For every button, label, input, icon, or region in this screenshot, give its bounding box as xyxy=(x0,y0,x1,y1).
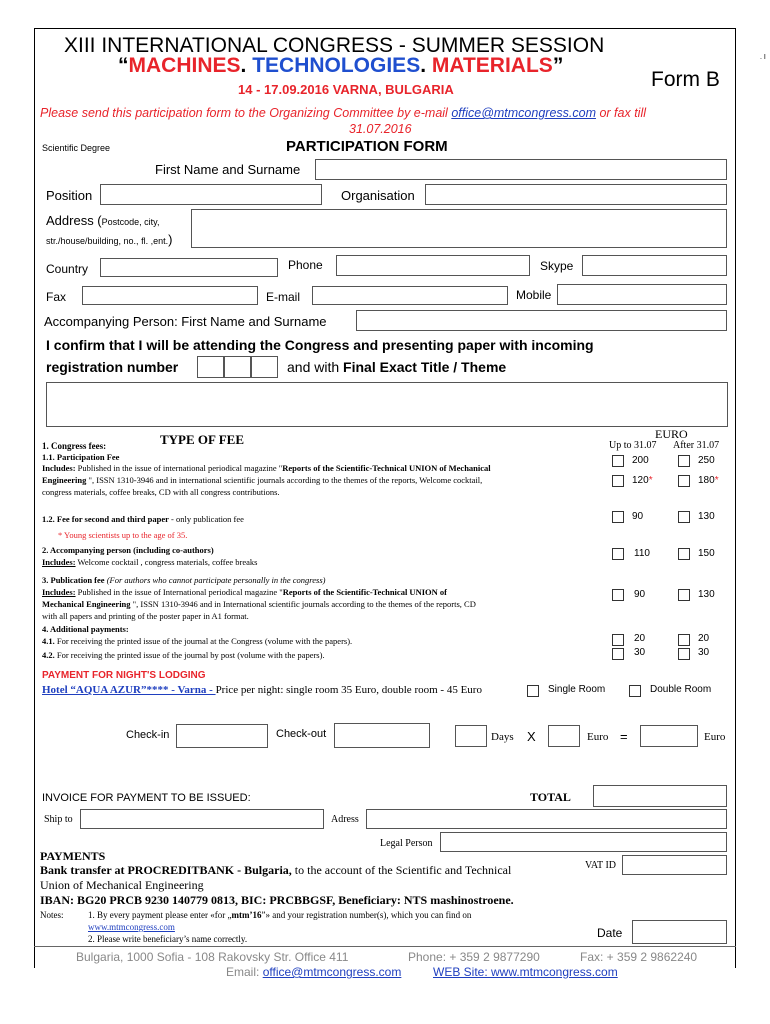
journal-by-post xyxy=(42,650,325,660)
fee-120-checkbox[interactable] xyxy=(612,475,624,487)
country-label: Country xyxy=(46,262,89,276)
participation-includes-line1 xyxy=(42,463,491,473)
fee-150: 150 xyxy=(698,548,715,559)
fee-180-value: 180 xyxy=(698,475,715,486)
footer-divider xyxy=(34,946,736,947)
note-1-text-end: ”» and your registration number(s), which you can find on xyxy=(261,910,472,920)
journal-at-congress-text: For receiving the printed issue of the journal at the Congress (volume with the papers). xyxy=(54,636,353,646)
note-1-code: mtm’16 xyxy=(231,910,262,920)
footer-website-link[interactable]: WEB Site: www.mtmcongress.com xyxy=(433,965,618,979)
euro-label: Euro xyxy=(587,731,609,743)
legal-person-label: Legal Person xyxy=(380,838,433,849)
additional-payments-heading: 4. Additional payments: xyxy=(42,624,129,634)
publication-fee-90-checkbox[interactable] xyxy=(612,589,624,601)
footer-email-label: Email: xyxy=(226,965,263,979)
bank-text: to the account of the Scientific and Technical xyxy=(291,863,512,877)
footer-email-link[interactable]: office@mtmcongress.com xyxy=(262,965,402,979)
vat-id-label: VAT ID xyxy=(585,860,617,871)
address-label xyxy=(46,213,160,228)
participation-includes-line2 xyxy=(42,475,482,485)
fax-label: Fax xyxy=(46,290,67,304)
fax-field[interactable] xyxy=(82,286,258,305)
quote-close: ” xyxy=(552,54,564,77)
journal-congress-20: 20 xyxy=(634,633,646,644)
address-label-close: ) xyxy=(168,232,173,247)
times-sign: X xyxy=(527,729,536,744)
adress-label: Adress xyxy=(331,814,359,825)
confirm-line1: I confirm that I will be attending the Congress and presenting paper with incoming xyxy=(46,337,594,353)
theme-dot: . xyxy=(240,54,253,77)
scientific-degree-label: Scientific Degree xyxy=(42,143,111,153)
journal-post-30: 30 xyxy=(634,647,646,658)
form-label: Form B xyxy=(651,68,720,91)
lodging-total-field[interactable] xyxy=(640,725,698,747)
address-field[interactable] xyxy=(191,209,727,248)
notice-text: Please send this participation form to the Organizing Committee by e-mail xyxy=(40,106,452,120)
skype-field[interactable] xyxy=(582,255,727,276)
confirm-line2-label: registration number xyxy=(46,359,179,375)
journal-congress-20b: 20 xyxy=(698,633,710,644)
fee-90-checkbox[interactable] xyxy=(612,511,624,523)
accompanying-includes-text: Welcome cocktail , congress materials, coffee breaks xyxy=(75,557,258,567)
quote-open: “ xyxy=(118,54,129,77)
euro-end-label: Euro xyxy=(704,731,726,743)
journal-post-30-checkbox[interactable] xyxy=(612,648,624,660)
theme-machines: MACHINES xyxy=(128,54,241,77)
paper-title-field[interactable] xyxy=(46,382,728,427)
journal-post-30b: 30 xyxy=(698,647,710,658)
double-room-label: Double Room xyxy=(650,684,712,695)
email-label: E-mail xyxy=(266,290,301,304)
fee-90: 90 xyxy=(632,511,644,522)
ship-to-label: Ship to xyxy=(44,814,73,825)
phone-field[interactable] xyxy=(336,255,530,276)
second-paper-fee xyxy=(42,514,244,524)
magazine-name: Reports of the Scientific-Technical UNION of Mechanical xyxy=(282,463,491,473)
adress-field[interactable] xyxy=(366,809,727,829)
footer-phone: Phone: + 359 2 9877290 xyxy=(408,950,540,964)
journal-congress-20-checkbox[interactable] xyxy=(612,634,624,646)
double-room-checkbox[interactable] xyxy=(629,685,641,697)
magazine-name: Reports of the Scientific-Technical UNION of xyxy=(282,587,447,597)
item-4-2: 4.2. xyxy=(42,650,55,660)
note-1-text: 1. By every payment please enter «for „ xyxy=(88,910,232,920)
reg-number-box-2[interactable] xyxy=(224,356,251,378)
publication-fee-130-checkbox[interactable] xyxy=(678,589,690,601)
publication-fee-hint: (For authors who cannot participate personally in the congress) xyxy=(106,575,326,585)
checkout-field[interactable] xyxy=(334,723,430,748)
organisation-label: Organisation xyxy=(341,188,415,203)
journal-by-post-text: For receiving the printed issue of the journal by post (volume with the papers). xyxy=(54,650,325,660)
footer-fax: Fax: + 359 2 9862240 xyxy=(580,950,698,964)
accompanying-label: Accompanying Person: First Name and Surname xyxy=(44,314,327,329)
theme-dot: . xyxy=(420,54,432,77)
young-scientists-note: * Young scientists up to the age of 35. xyxy=(58,530,188,540)
address-label-hint: Postcode, city, xyxy=(101,217,160,227)
includes-text-2: ", ISSN 1310-3946 and in international scientific journals according to the themes of the reports, Welcome cocktail, xyxy=(86,475,483,485)
iban-line: IBAN: BG20 PRCB 9230 140779 0813, BIC: PRCBBGSF, Beneficiary: NTS mashinostroene. xyxy=(40,893,514,907)
bank-line1 xyxy=(40,863,511,878)
notice-line2: 31.07.2016 xyxy=(349,122,412,136)
mobile-field[interactable] xyxy=(557,284,727,305)
notice-email-link[interactable]: office@mtmcongress.com xyxy=(451,106,596,120)
publication-text: Published in the issue of International periodical magazine " xyxy=(75,587,283,597)
includes-label: Includes: xyxy=(42,587,76,597)
organisation-field[interactable] xyxy=(425,184,727,205)
euro-heading: EURO xyxy=(655,427,688,441)
fee-120-value: 120 xyxy=(632,475,649,486)
skype-label: Skype xyxy=(540,259,574,273)
includes-label: Includes: xyxy=(42,557,76,567)
single-room-checkbox[interactable] xyxy=(527,685,539,697)
position-label: Position xyxy=(46,188,93,203)
hotel-line xyxy=(42,684,482,696)
date-field[interactable] xyxy=(632,920,727,944)
fee-130: 130 xyxy=(698,511,715,522)
corner-mark: . I xyxy=(760,54,766,61)
footer-address: Bulgaria, 1000 Sofia - 108 Rakovsky Str. Office 411 xyxy=(76,950,349,964)
congress-title: XIII INTERNATIONAL CONGRESS - SUMMER SESSION xyxy=(64,34,605,57)
young-star: * xyxy=(648,475,653,486)
legal-person-field[interactable] xyxy=(440,832,727,852)
fee-130-checkbox[interactable] xyxy=(678,511,690,523)
hotel-price: Price per night: single room 35 Euro, double room - 45 Euro xyxy=(215,684,482,696)
date-label: Date xyxy=(597,926,623,940)
footer-email xyxy=(226,965,401,979)
note-1 xyxy=(88,910,471,920)
mobile-label: Mobile xyxy=(516,288,552,302)
total-field[interactable] xyxy=(593,785,727,807)
invoice-heading: INVOICE FOR PAYMENT TO BE ISSUED: xyxy=(42,792,251,804)
young-star: * xyxy=(714,475,719,486)
days-field[interactable] xyxy=(455,725,487,747)
lodging-heading: PAYMENT FOR NIGHT'S LODGING xyxy=(42,670,206,681)
email-field[interactable] xyxy=(312,286,508,305)
publication-includes-line3: with all papers and printing of the poster paper in A1 format. xyxy=(42,611,249,621)
checkin-label: Check-in xyxy=(126,729,170,741)
payments-heading: PAYMENTS xyxy=(40,849,106,863)
fee-180-checkbox[interactable] xyxy=(678,475,690,487)
notice-text-end: or fax till xyxy=(595,106,646,120)
address-label-main: Address ( xyxy=(46,213,102,228)
note-1-website-link[interactable]: www.mtmcongress.com xyxy=(88,922,175,932)
magazine-name-end: Mechanical Engineering xyxy=(42,599,131,609)
notice-line1 xyxy=(40,106,646,120)
journal-post-30b-checkbox[interactable] xyxy=(678,648,690,660)
fee-110-checkbox[interactable] xyxy=(612,548,624,560)
congress-fees-heading: 1. Congress fees: xyxy=(42,441,107,451)
journal-congress-20b-checkbox[interactable] xyxy=(678,634,690,646)
theme-materials: MATERIALS xyxy=(431,54,553,77)
confirm-line2-title xyxy=(287,359,506,375)
participation-form-title: PARTICIPATION FORM xyxy=(286,138,448,155)
after-heading: After 31.07 xyxy=(673,440,720,451)
fee-250: 250 xyxy=(698,455,715,466)
accompanying-includes xyxy=(42,557,257,567)
equals-sign: = xyxy=(620,729,628,744)
publication-includes-line2 xyxy=(42,599,476,609)
publication-fee-90: 90 xyxy=(634,589,646,600)
fee-180 xyxy=(698,475,719,486)
reg-number-box-1[interactable] xyxy=(197,356,224,378)
publication-text-2: ", ISSN 1310-3946 and in International scientific journals according to the themes of the reports, CD xyxy=(130,599,476,609)
first-name-field[interactable] xyxy=(315,159,727,180)
publication-includes-line1 xyxy=(42,587,447,597)
vat-id-field[interactable] xyxy=(622,855,727,875)
participation-fee-heading: 1.1. Participation Fee xyxy=(42,452,120,462)
note-2: 2. Please write beneficiary’s name correctly. xyxy=(88,934,248,944)
second-paper-hint: - only publication fee xyxy=(168,514,244,524)
days-label: Days xyxy=(491,731,514,743)
theme-technologies: TECHNOLOGIES xyxy=(252,54,421,77)
notes-label: Notes: xyxy=(40,910,64,920)
type-of-fee-heading: TYPE OF FEE xyxy=(160,432,245,447)
hotel-link[interactable]: Hotel “AQUA AZUR”**** - Varna - xyxy=(42,684,216,696)
country-field[interactable] xyxy=(100,258,278,277)
ship-to-field[interactable] xyxy=(80,809,324,829)
final-title-label: Final Exact Title / Theme xyxy=(343,359,507,375)
magazine-name-end: Engineering xyxy=(42,475,87,485)
includes-label: Includes: xyxy=(42,463,76,473)
publication-fee-heading xyxy=(42,575,325,585)
congress-theme xyxy=(118,54,563,78)
fee-200-checkbox[interactable] xyxy=(612,455,624,467)
second-paper-label: 1.2. Fee for second and third paper xyxy=(42,514,169,524)
position-field[interactable] xyxy=(100,184,322,205)
phone-label: Phone xyxy=(288,258,323,272)
fee-250-checkbox[interactable] xyxy=(678,455,690,467)
first-name-label: First Name and Surname xyxy=(155,162,301,177)
congress-dates: 14 - 17.09.2016 VARNA, BULGARIA xyxy=(238,82,454,97)
participation-includes-line3: congress materials, coffee breaks, CD with all congress contributions. xyxy=(42,487,280,497)
includes-text: Published in the issue of international periodical magazine " xyxy=(75,463,283,473)
bank-line2: Union of Mechanical Engineering xyxy=(40,878,204,892)
publication-fee-130: 130 xyxy=(698,589,715,600)
checkin-field[interactable] xyxy=(176,724,268,748)
bank-name: Bank transfer at PROCREDITBANK - Bulgaria, xyxy=(40,863,292,877)
accompanying-fee-heading: 2. Accompanying person (including co-authors) xyxy=(42,545,214,555)
fee-200: 200 xyxy=(632,455,649,466)
journal-at-congress xyxy=(42,636,352,646)
reg-number-box-3[interactable] xyxy=(251,356,278,378)
fee-110: 110 xyxy=(634,548,650,559)
fee-120 xyxy=(632,475,653,486)
total-label: TOTAL xyxy=(530,790,571,804)
address-label-line2 xyxy=(46,232,172,247)
accompanying-field[interactable] xyxy=(356,310,727,331)
price-field[interactable] xyxy=(548,725,580,747)
address-label-hint2: str./house/building, no., fl. ,ent. xyxy=(46,236,169,246)
up-to-heading: Up to 31.07 xyxy=(609,440,657,451)
item-4-1: 4.1. xyxy=(42,636,55,646)
publication-fee-label: 3. Publication fee xyxy=(42,575,107,585)
single-room-label: Single Room xyxy=(548,684,606,695)
checkout-label: Check-out xyxy=(276,728,327,740)
confirm-and-with: and with xyxy=(287,359,344,375)
fee-150-checkbox[interactable] xyxy=(678,548,690,560)
